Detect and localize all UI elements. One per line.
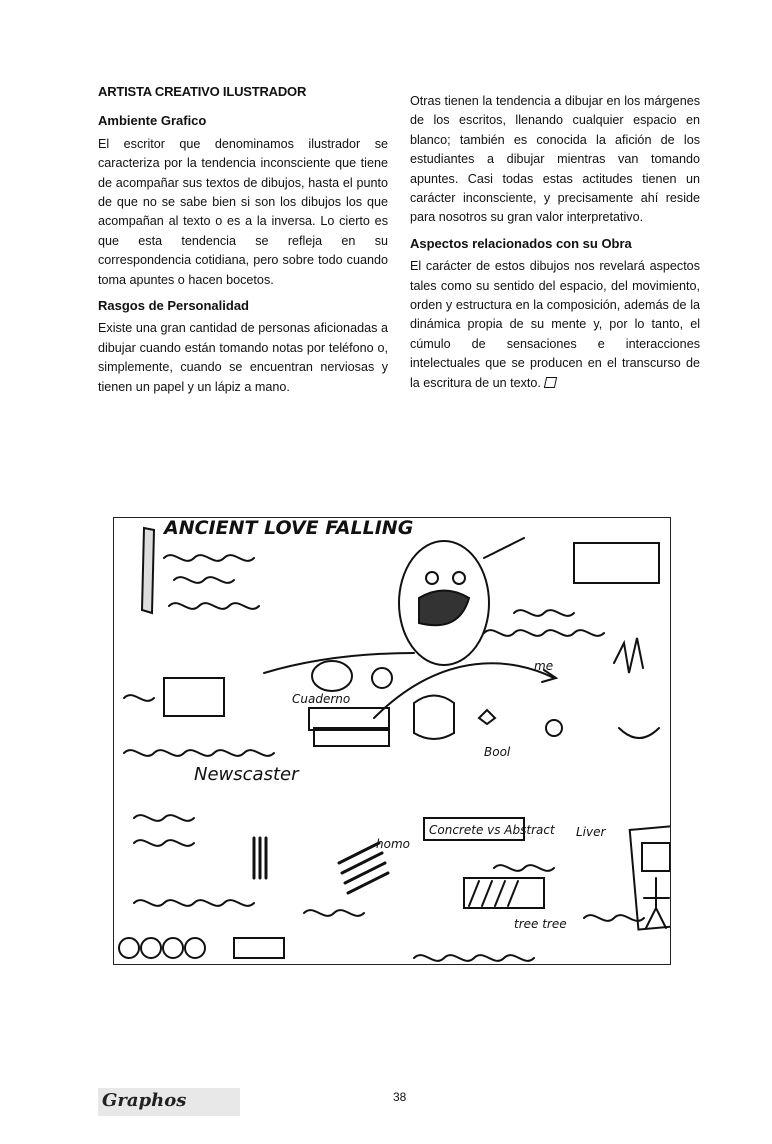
page-number: 38 [393,1090,407,1104]
doodle-illustration [113,517,671,965]
scribble-word-4: homo [376,837,410,851]
paragraph-ambiente: El escritor que denominamos ilustrador se caracteriza por la tendencia inconsciente que tiene de acompañar sus textos de dibujos, hasta el punto de que no se sabe bien si son los dibujos los que acompañan al texto o es a la inversa. Lo cierto es que esta tendencia se refleja en su correspondencia cotidiana, pero sobre todo cuando toma apuntes o hacen bocetos. [98,136,388,287]
end-mark-icon [544,377,557,388]
article-title: ARTISTA CREATIVO ILUSTRADOR [98,84,307,99]
scribble-word-7: Bool [484,745,511,759]
paragraph-aspectos-text: El carácter de estos dibujos nos revelará aspectos tales como su sentido del espacio, del movimiento, orden y estructura en la composición, además de la dinámica propia de su mente y, por lo tanto, el cúmulo de sensaciones e interacciones intelectuales que se producen en el transcurso de la escritura de un texto. [410,259,700,390]
scribble-word-0: Cuaderno [292,692,351,706]
section-heading-rasgos: Rasgos de Personalidad [98,298,249,314]
left-column [98,82,388,401]
right-column [410,92,700,397]
section-heading-ambiente: Ambiente Grafico [98,113,207,129]
scribble-word-2: Concrete vs Abstract [429,823,555,837]
scribble-title: ANCIENT LOVE FALLING [164,518,414,539]
graphos-logo [98,1088,240,1116]
scribble-word-3: Liver [576,825,606,839]
paragraph-aspectos [410,257,700,393]
section-heading-aspectos: Aspectos relacionados con su Obra [410,235,632,251]
scribble-word-6: tree tree [514,917,567,931]
paragraph-rasgos: Existe una gran cantidad de personas aficionadas a dibujar cuando están tomando notas por teléfono o, simplemente, cuando se encuentran nerviosas y tienen un papel y un lápiz a mano. [98,321,388,394]
graphos-logo-text: Graphos [102,1090,187,1111]
scribble-word-1: Newscaster [194,764,299,785]
paragraph-otras: Otras tienen la tendencia a dibujar en los márgenes de los escritos, llenando cualquier espacio en blanco; también es conocida la afición de los estudiantes a dibujar mientras van tomando apuntes. Casi todas estas actitudes tienen un carácter inconsciente, y precisamente ahí reside para nosotros su gran valor interpretativo. [410,94,700,225]
scribble-word-5: me [534,659,554,673]
doodle-drawing [114,518,670,964]
